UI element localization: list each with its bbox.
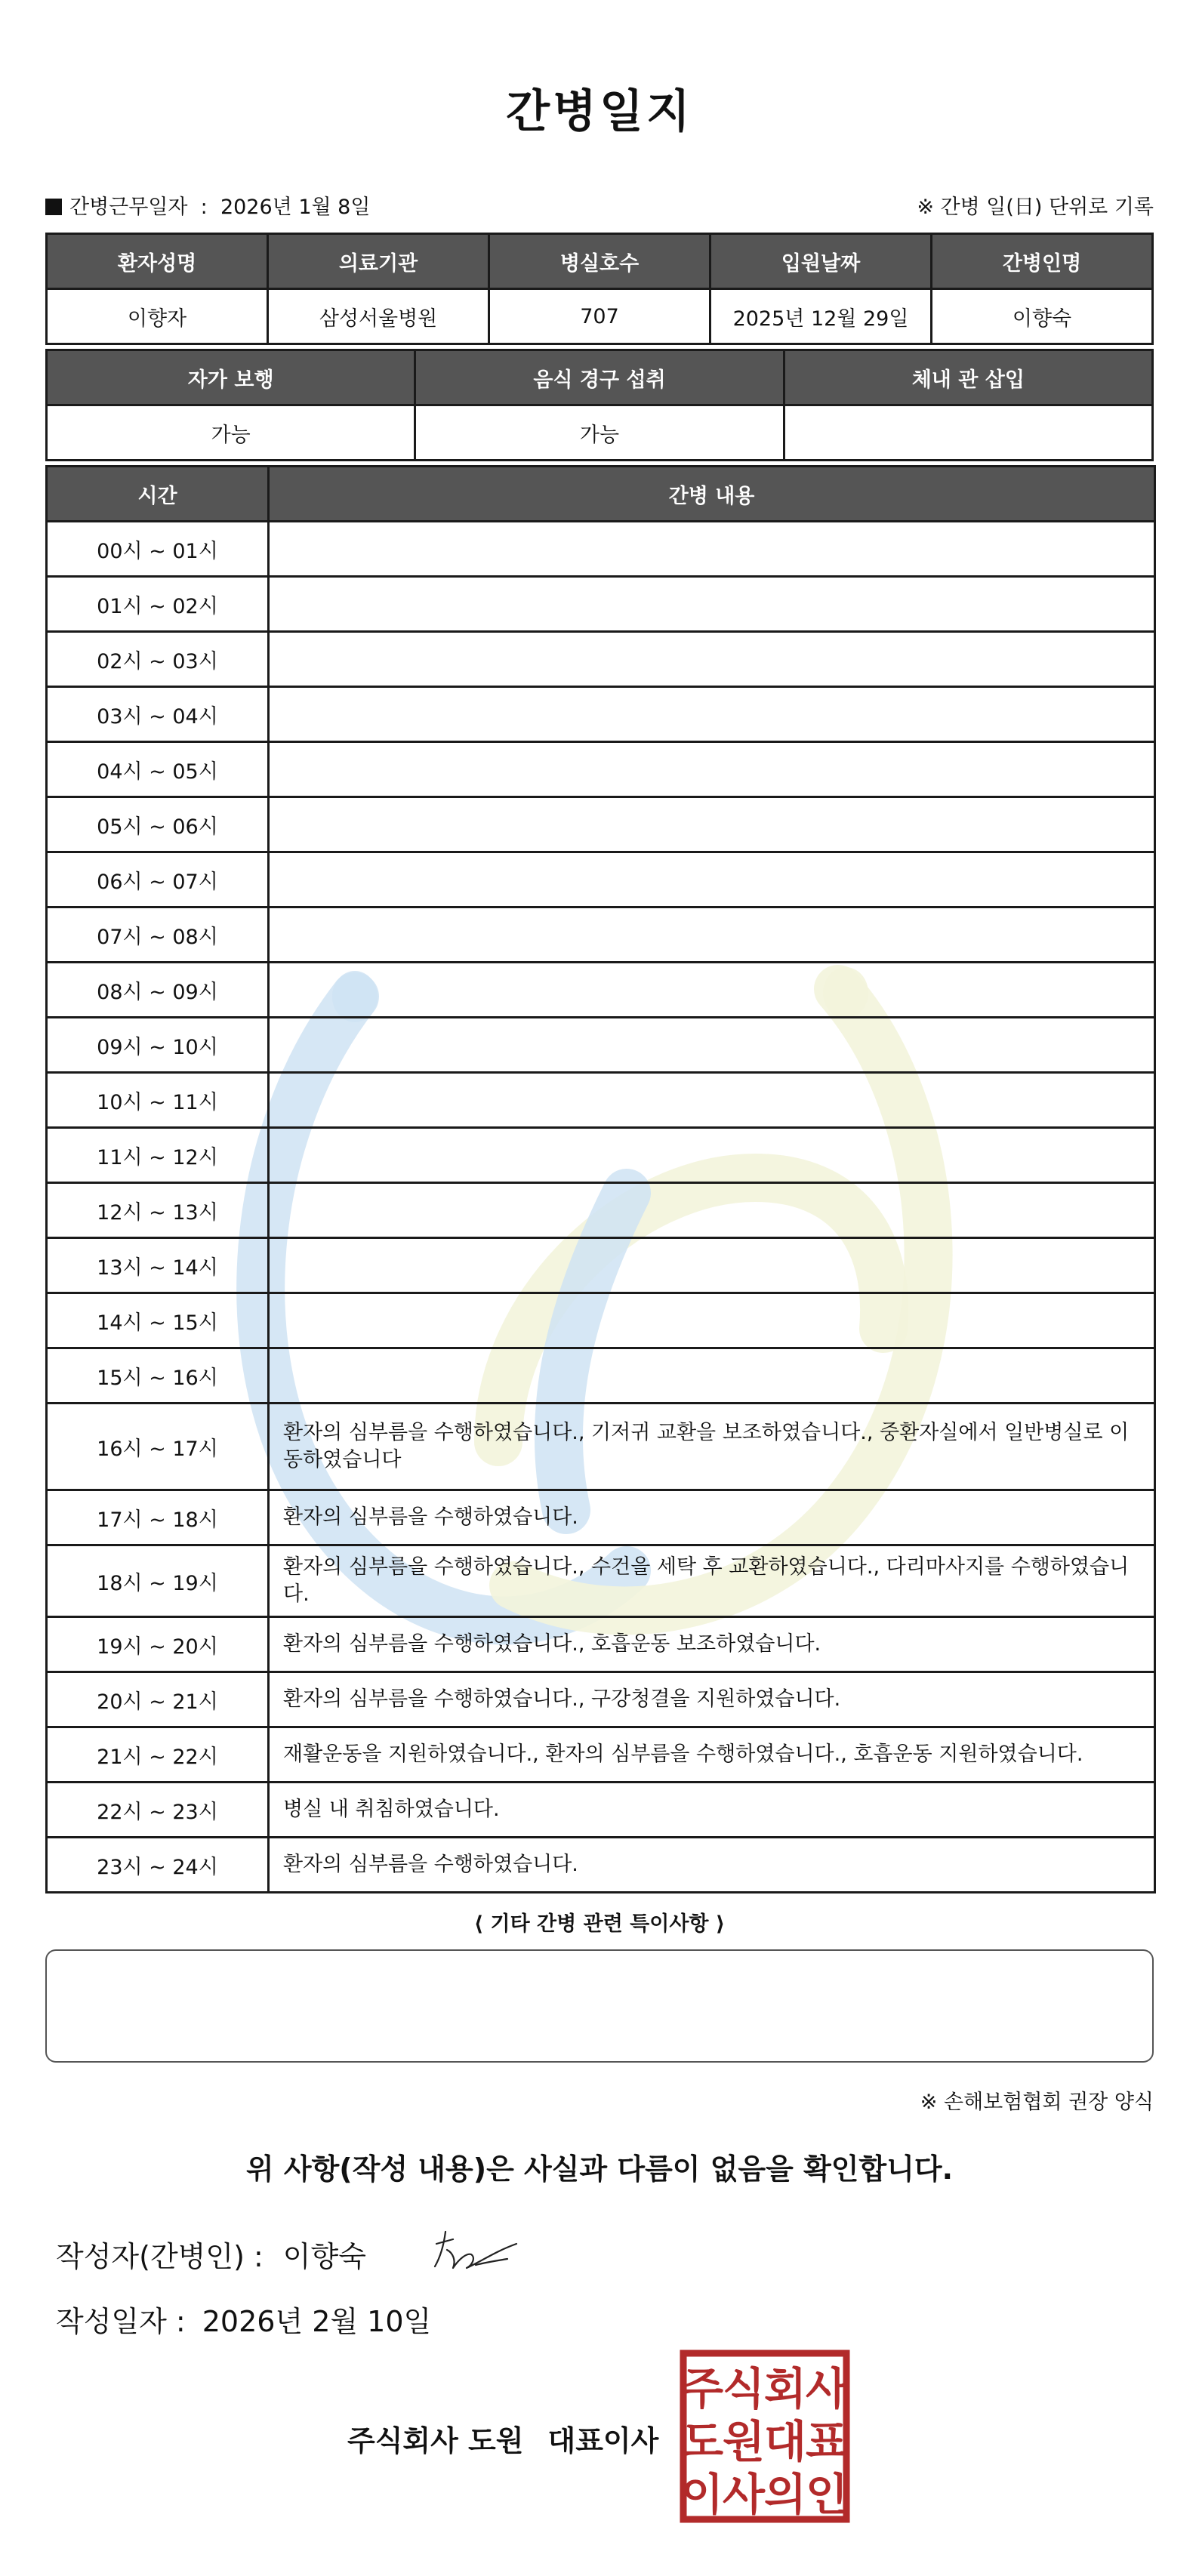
writer-label: 작성자(간병인) : xyxy=(56,2240,264,2273)
log-content-cell xyxy=(269,577,1155,632)
log-row xyxy=(47,1490,1155,1545)
status-header-row xyxy=(47,350,1153,405)
log-content-cell xyxy=(269,1073,1155,1128)
log-content-cell xyxy=(269,1348,1155,1404)
status-value-row xyxy=(47,405,1153,461)
seal-glyph: 인 xyxy=(805,2469,849,2520)
log-row xyxy=(47,1293,1155,1348)
log-row xyxy=(47,1128,1155,1183)
work-date-label: 간병근무일자 xyxy=(69,196,188,219)
room-number: 707 xyxy=(489,289,710,344)
seal-glyph: 이 xyxy=(680,2469,724,2520)
log-time-cell: 20시 ~ 21시 xyxy=(47,1672,269,1727)
log-content-cell: 병실 내 취침하였습니다. xyxy=(269,1783,1155,1838)
log-time-cell: 15시 ~ 16시 xyxy=(47,1348,269,1404)
header-tube-insertion: 체내 관 삽입 xyxy=(784,350,1152,405)
log-content-cell xyxy=(269,632,1155,687)
log-row xyxy=(47,1545,1155,1617)
log-time-cell: 07시 ~ 08시 xyxy=(47,907,269,963)
log-time-cell: 00시 ~ 01시 xyxy=(47,522,269,577)
seal-glyph: 의 xyxy=(763,2469,807,2520)
seal-glyph: 식 xyxy=(722,2363,766,2414)
caregiver-name: 이향숙 xyxy=(932,289,1153,344)
log-row xyxy=(47,852,1155,907)
log-content-cell xyxy=(269,1183,1155,1238)
log-content-cell xyxy=(269,852,1155,907)
log-time-cell: 12시 ~ 13시 xyxy=(47,1183,269,1238)
log-row xyxy=(47,632,1155,687)
log-content-cell xyxy=(269,522,1155,577)
notes-title: ⟨ 기타 간병 관련 특이사항 ⟩ xyxy=(473,1912,726,1936)
log-row xyxy=(47,1672,1155,1727)
header-oral-intake: 음식 경구 섭취 xyxy=(415,350,784,405)
confirmation-statement: 위 사항(작성 내용)은 사실과 다름이 없음을 확인합니다. xyxy=(245,2152,954,2186)
log-row xyxy=(47,1238,1155,1293)
header-patient-name: 환자성명 xyxy=(47,234,268,289)
patient-info-table xyxy=(45,233,1154,345)
log-row xyxy=(47,907,1155,963)
company-signoff xyxy=(347,2417,658,2459)
log-time-cell: 11시 ~ 12시 xyxy=(47,1128,269,1183)
written-date-label: 작성일자 : xyxy=(56,2305,186,2338)
log-content-cell: 재활운동을 지원하였습니다., 환자의 심부름을 수행하였습니다., 호흡운동 지원하였습니다. xyxy=(269,1727,1155,1783)
log-row xyxy=(47,522,1155,577)
seal-glyph: 주 xyxy=(680,2363,724,2414)
work-date: 간병근무일자 : 2026년 1월 8일 xyxy=(45,190,370,220)
log-time-cell: 18시 ~ 19시 xyxy=(47,1545,269,1617)
log-time-cell: 03시 ~ 04시 xyxy=(47,687,269,742)
log-content-cell xyxy=(269,1293,1155,1348)
company-representative-title: 대표이사 xyxy=(547,2424,659,2457)
header-caregiver-name: 간병인명 xyxy=(932,234,1153,289)
log-row xyxy=(47,1073,1155,1128)
log-time-cell: 16시 ~ 17시 xyxy=(47,1404,269,1490)
patient-status-table xyxy=(45,349,1154,461)
log-row xyxy=(47,742,1155,797)
log-row xyxy=(47,1018,1155,1073)
admission-date: 2025년 12월 29일 xyxy=(710,289,932,344)
log-content-cell xyxy=(269,1018,1155,1073)
square-bullet-icon xyxy=(45,199,62,215)
log-time-cell: 21시 ~ 22시 xyxy=(47,1727,269,1783)
company-seal-stamp xyxy=(680,2350,850,2523)
log-time-cell: 17시 ~ 18시 xyxy=(47,1490,269,1545)
work-date-value: 2026년 1월 8일 xyxy=(220,196,371,219)
log-row xyxy=(47,687,1155,742)
log-time-cell: 23시 ~ 24시 xyxy=(47,1838,269,1893)
log-content-cell xyxy=(269,1238,1155,1293)
hospital-name: 삼성서울병원 xyxy=(268,289,489,344)
recommended-form-note: ※ 손해보험협회 권장 양식 xyxy=(920,2091,1154,2114)
header-room-number: 병실호수 xyxy=(489,234,710,289)
patient-value-row xyxy=(47,289,1153,344)
document-title: 간병일지 xyxy=(506,85,693,138)
seal-glyph: 회 xyxy=(763,2363,807,2414)
header-time: 시간 xyxy=(47,467,269,522)
log-row xyxy=(47,1348,1155,1404)
log-time-cell: 19시 ~ 20시 xyxy=(47,1617,269,1672)
log-content-cell xyxy=(269,963,1155,1018)
log-row xyxy=(47,797,1155,852)
header-care-content: 간병 내용 xyxy=(269,467,1155,522)
log-time-cell: 06시 ~ 07시 xyxy=(47,852,269,907)
log-time-cell: 22시 ~ 23시 xyxy=(47,1783,269,1838)
writer-name: 이향숙 xyxy=(282,2240,366,2273)
log-time-cell: 08시 ~ 09시 xyxy=(47,963,269,1018)
writer-line xyxy=(56,2233,366,2275)
special-notes-box xyxy=(45,1949,1154,2063)
written-date-line xyxy=(56,2298,431,2340)
header-self-walking: 자가 보행 xyxy=(47,350,415,405)
log-content-cell: 환자의 심부름을 수행하였습니다. xyxy=(269,1838,1155,1893)
seal-glyph: 표 xyxy=(805,2416,849,2467)
log-row xyxy=(47,1838,1155,1893)
log-time-cell: 13시 ~ 14시 xyxy=(47,1238,269,1293)
company-name: 주식회사 도원 xyxy=(347,2424,524,2457)
log-row xyxy=(47,1727,1155,1783)
seal-glyph: 원 xyxy=(722,2416,766,2467)
log-content-cell xyxy=(269,797,1155,852)
log-time-cell: 04시 ~ 05시 xyxy=(47,742,269,797)
patient-name: 이향자 xyxy=(47,289,268,344)
log-row xyxy=(47,1404,1155,1490)
log-content-cell: 환자의 심부름을 수행하였습니다., 수건을 세탁 후 교환하였습니다., 다리마사지를 수행하였습니다. xyxy=(269,1545,1155,1617)
header-admission-date: 입원날짜 xyxy=(710,234,932,289)
log-row xyxy=(47,577,1155,632)
self-walking-value: 가능 xyxy=(47,405,415,461)
seal-glyph: 사 xyxy=(722,2469,766,2520)
seal-glyph: 사 xyxy=(805,2363,849,2414)
seal-glyph: 도 xyxy=(680,2416,724,2467)
header-hospital: 의료기관 xyxy=(268,234,489,289)
work-date-row xyxy=(45,190,1154,220)
log-row xyxy=(47,1183,1155,1238)
log-row xyxy=(47,963,1155,1018)
tube-insertion-value xyxy=(784,405,1152,461)
log-time-cell: 01시 ~ 02시 xyxy=(47,577,269,632)
log-time-cell: 02시 ~ 03시 xyxy=(47,632,269,687)
daily-record-note: ※ 간병 일(日) 단위로 기록 xyxy=(917,196,1154,219)
oral-intake-value: 가능 xyxy=(415,405,784,461)
log-content-cell: 환자의 심부름을 수행하였습니다., 구강청결을 지원하였습니다. xyxy=(269,1672,1155,1727)
care-log-table xyxy=(45,465,1156,1893)
patient-header-row xyxy=(47,234,1153,289)
log-time-cell: 05시 ~ 06시 xyxy=(47,797,269,852)
log-content-cell xyxy=(269,687,1155,742)
log-row xyxy=(47,1783,1155,1838)
log-time-cell: 14시 ~ 15시 xyxy=(47,1293,269,1348)
log-content-cell: 환자의 심부름을 수행하였습니다. xyxy=(269,1490,1155,1545)
log-row xyxy=(47,1617,1155,1672)
handwritten-signature xyxy=(423,2221,529,2282)
log-content-cell xyxy=(269,1128,1155,1183)
log-time-cell: 09시 ~ 10시 xyxy=(47,1018,269,1073)
log-header-row xyxy=(47,467,1155,522)
log-content-cell: 환자의 심부름을 수행하였습니다., 호흡운동 보조하였습니다. xyxy=(269,1617,1155,1672)
log-content-cell: 환자의 심부름을 수행하였습니다., 기저귀 교환을 보조하였습니다., 중환자실에서 일반병실로 이동하였습니다 xyxy=(269,1404,1155,1490)
written-date-value: 2026년 2월 10일 xyxy=(202,2305,432,2338)
log-time-cell: 10시 ~ 11시 xyxy=(47,1073,269,1128)
log-content-cell xyxy=(269,742,1155,797)
log-body xyxy=(47,522,1155,1893)
seal-glyph: 대 xyxy=(763,2416,807,2467)
log-content-cell xyxy=(269,907,1155,963)
